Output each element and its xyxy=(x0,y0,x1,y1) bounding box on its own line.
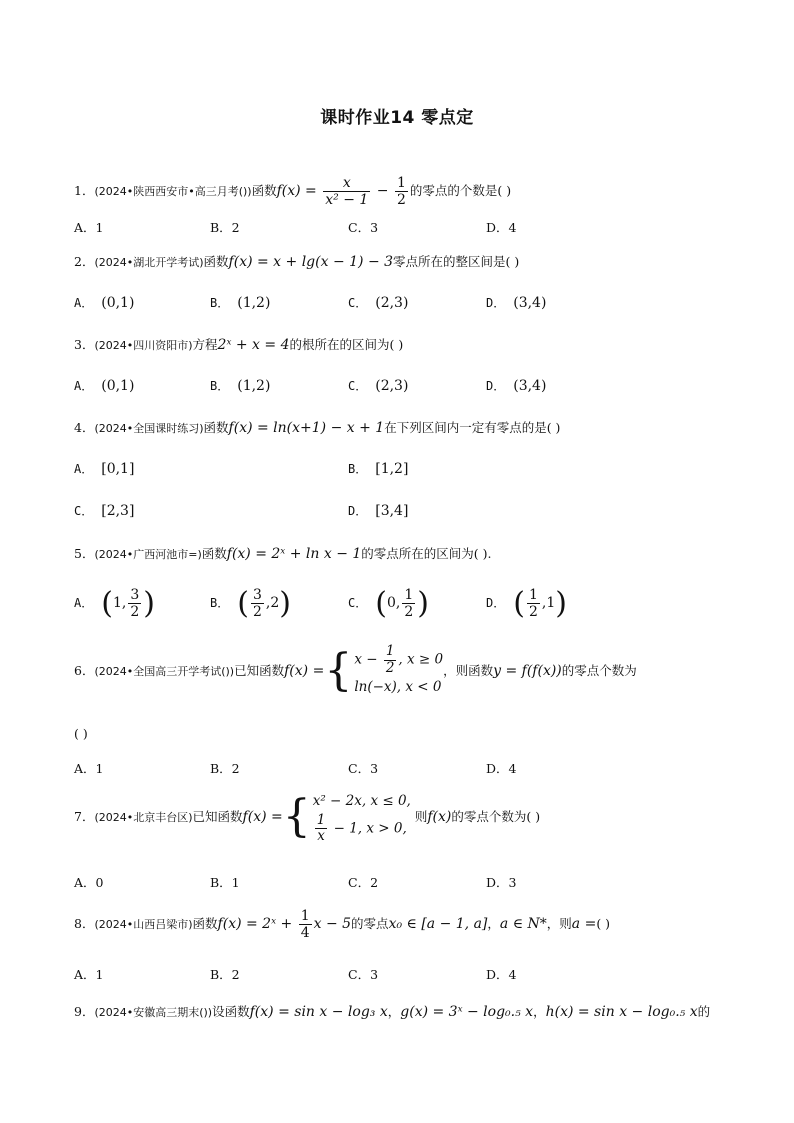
option-label: B． xyxy=(210,296,230,310)
numerator: 3 xyxy=(252,586,262,603)
paren-right: ) xyxy=(279,586,291,621)
question-prefix: 函数 xyxy=(201,546,227,561)
formula: g(x) = 3ˣ − log₀.₅ x xyxy=(400,1004,534,1020)
option-value: ,1 xyxy=(541,595,556,611)
fraction xyxy=(299,908,312,941)
question-number: 6． xyxy=(74,662,95,678)
option-d xyxy=(486,377,546,394)
option-a xyxy=(74,377,134,394)
fraction xyxy=(128,587,141,620)
question-source: (2024•北京丰台区) xyxy=(94,810,193,824)
option-b: B．1 xyxy=(210,875,240,890)
option-value: 1, xyxy=(112,595,127,611)
option-b xyxy=(210,377,270,394)
option-label: C． xyxy=(348,596,368,610)
separator: ， xyxy=(533,1004,546,1019)
question-source: (2024•湖北开学考试) xyxy=(94,256,204,269)
denominator: 4 xyxy=(300,925,310,942)
question-mid: 则 xyxy=(414,808,428,824)
numerator: 1 xyxy=(528,586,538,603)
question-9 xyxy=(74,1002,710,1020)
case-text: − 1, x > 0, xyxy=(329,820,407,837)
formula: x − 5 xyxy=(313,916,352,933)
option-c xyxy=(348,377,408,394)
question-source: (2024•广西河池市=) xyxy=(94,548,202,561)
numerator: 1 xyxy=(404,586,414,603)
option-d: D．4 xyxy=(486,761,517,776)
question-source: (2024•陕西西安市•高三月考()) xyxy=(94,185,252,199)
option-label: C． xyxy=(348,296,368,310)
formula: f(x) = 2ˣ + xyxy=(217,916,297,933)
numerator: 1 xyxy=(300,908,310,924)
option-c: C．3 xyxy=(348,761,379,776)
option-c: C．3 xyxy=(348,220,379,235)
option-d: D．4 xyxy=(486,220,517,235)
option-value: [0,1] xyxy=(101,461,135,477)
option-b xyxy=(348,460,408,477)
question-1 xyxy=(74,175,511,208)
option-label: D． xyxy=(486,296,506,310)
case-text: , x ≥ 0 xyxy=(398,651,444,668)
denominator: 2 xyxy=(130,604,140,620)
option-label: B． xyxy=(210,596,230,610)
formula: f(x) = ln(x+1) − x + 1 xyxy=(228,420,385,436)
brace: { xyxy=(282,791,311,843)
option-c xyxy=(348,294,408,311)
option-c xyxy=(74,502,134,519)
option-d xyxy=(486,586,567,621)
option-d xyxy=(486,294,546,311)
formula: f(x) = xyxy=(242,808,283,825)
question-prefix: 方程 xyxy=(192,337,218,352)
question-suffix: ( ) xyxy=(596,916,611,932)
fraction xyxy=(527,587,540,620)
formula: f(x) xyxy=(427,808,452,825)
option-value: 0, xyxy=(386,595,401,611)
denominator: x² − 1 xyxy=(325,192,369,209)
paren-left: ( xyxy=(237,586,249,621)
option-value: [1,2] xyxy=(375,461,409,477)
option-label: D． xyxy=(486,379,506,393)
question-suffix: 零点所在的整区间是( ) xyxy=(393,254,520,269)
option-a xyxy=(74,294,134,311)
option-label: C． xyxy=(348,379,368,393)
paren-right: ) xyxy=(555,586,567,621)
piecewise-cases xyxy=(313,790,411,845)
option-c xyxy=(348,586,429,621)
option-label: C． xyxy=(74,504,94,518)
formula: 2ˣ + x = 4 xyxy=(217,337,290,353)
formula: a = xyxy=(571,916,597,933)
formula: h(x) = sin x − log₀.₅ x xyxy=(545,1004,698,1020)
option-c: C．2 xyxy=(348,875,379,890)
question-prefix: 已知函数 xyxy=(234,662,285,678)
question-source: (2024•安徽高三期末()) xyxy=(94,1006,213,1019)
case-1 xyxy=(354,644,443,676)
fraction xyxy=(384,644,397,676)
option-b xyxy=(210,294,270,311)
option-value: ,2 xyxy=(265,595,280,611)
fraction xyxy=(315,813,328,845)
option-value: [3,4] xyxy=(375,503,409,519)
question-mid: 的零点 xyxy=(351,916,389,932)
option-a: A．1 xyxy=(74,967,104,982)
option-b xyxy=(210,586,291,621)
option-label: D． xyxy=(348,504,368,518)
option-label: A． xyxy=(74,296,94,310)
case-1: x² − 2x, x ≤ 0, xyxy=(312,793,411,809)
question-suffix: 的根所在的区间为( ) xyxy=(289,337,404,352)
formula: f(x) = xyxy=(284,662,325,679)
question-2 xyxy=(74,252,519,270)
option-b: B．2 xyxy=(210,220,240,235)
numerator: 1 xyxy=(385,643,395,659)
question-suffix: 的零点的个数是( ) xyxy=(409,183,512,199)
question-prefix: 函数 xyxy=(192,916,218,932)
question-number: 5． xyxy=(74,546,95,561)
formula: f(x) = sin x − log₃ x xyxy=(249,1004,388,1020)
option-value: (0,1) xyxy=(101,378,135,394)
formula: a ∈ N* xyxy=(499,916,547,933)
denominator: 2 xyxy=(252,604,262,620)
numerator: 1 xyxy=(316,811,326,828)
paren-left: ( xyxy=(101,586,113,621)
option-label: D． xyxy=(486,596,506,610)
option-value: (1,2) xyxy=(237,378,271,394)
question-number: 2． xyxy=(74,254,95,269)
option-label: A． xyxy=(74,596,94,610)
question-prefix: 已知函数 xyxy=(192,808,243,824)
fraction xyxy=(251,587,264,620)
option-value: (2,3) xyxy=(375,378,409,394)
question-5 xyxy=(74,544,492,562)
question-number: 4． xyxy=(74,420,95,435)
fraction xyxy=(402,587,415,620)
formula: f(x) = x + lg(x − 1) − 3 xyxy=(228,254,394,270)
denominator: 2 xyxy=(528,604,538,620)
option-label: B． xyxy=(348,462,368,476)
denominator: 2 xyxy=(385,659,395,676)
option-c: C．3 xyxy=(348,967,379,982)
denominator: 2 xyxy=(404,604,414,620)
option-a: A．0 xyxy=(74,875,104,890)
brace: { xyxy=(324,645,353,697)
question-number: 9． xyxy=(74,1004,95,1019)
page-title: 课时作业14 零点定 xyxy=(320,108,474,128)
question-mid: ， xyxy=(487,916,500,932)
option-value: (1,2) xyxy=(237,295,271,311)
formula: x₀ ∈ [a − 1, a] xyxy=(388,916,488,933)
question-4 xyxy=(74,418,560,436)
option-value: [2,3] xyxy=(101,503,135,519)
option-value: (0,1) xyxy=(101,295,135,311)
option-a: A．1 xyxy=(74,220,104,235)
option-value: (3,4) xyxy=(513,295,547,311)
question-suffix: 的 xyxy=(697,1004,711,1019)
question-prefix: 函数 xyxy=(203,420,229,435)
case-2 xyxy=(313,813,411,845)
numerator: x xyxy=(323,175,370,192)
option-value: (3,4) xyxy=(513,378,547,394)
question-prefix: 函数 xyxy=(251,183,277,199)
question-3 xyxy=(74,335,403,353)
question-suffix: 的零点个数为( ) xyxy=(451,808,541,824)
paren-left: ( xyxy=(513,586,525,621)
fraction xyxy=(395,175,408,208)
option-a xyxy=(74,460,134,477)
question-suffix: 在下列区间内一定有零点的是( ) xyxy=(384,420,561,435)
numerator: 3 xyxy=(130,586,140,603)
question-prefix: 函数 xyxy=(203,254,229,269)
formula: f(x) = 2ˣ + ln x − 1 xyxy=(226,546,362,562)
option-label: A． xyxy=(74,462,94,476)
numerator: 1 xyxy=(396,175,406,191)
question-source: (2024•全国课时练习) xyxy=(94,422,204,435)
paren-right: ) xyxy=(417,586,429,621)
option-a: A．1 xyxy=(74,761,104,776)
option-label: B． xyxy=(210,379,230,393)
separator: ， xyxy=(387,1004,401,1019)
denominator: 2 xyxy=(396,192,406,209)
case-2: ln(−x), x < 0 xyxy=(354,679,442,696)
question-number: 3． xyxy=(74,337,95,352)
option-label: A． xyxy=(74,379,94,393)
option-d xyxy=(348,502,408,519)
option-d: D．3 xyxy=(486,875,517,890)
denominator: x xyxy=(317,828,325,845)
question-suffix: 的零点所在的区间为( ). xyxy=(361,546,492,561)
question-7 xyxy=(74,790,540,845)
question-6 xyxy=(74,644,637,699)
question-mid: ，则函数 xyxy=(443,662,494,678)
fraction xyxy=(323,175,370,208)
option-value: (2,3) xyxy=(375,295,409,311)
question-8 xyxy=(74,908,610,941)
option-b: B．2 xyxy=(210,967,240,982)
answer-paren: ( ) xyxy=(74,726,88,741)
question-mid: ，则 xyxy=(546,916,572,932)
case-text: x − xyxy=(354,651,382,668)
question-number: 8． xyxy=(74,916,95,932)
paren-right: ) xyxy=(143,586,155,621)
question-number: 1． xyxy=(74,183,95,199)
option-b: B．2 xyxy=(210,761,240,776)
question-number: 7． xyxy=(74,808,95,824)
option-a xyxy=(74,586,155,621)
operator: − xyxy=(372,183,393,200)
question-source: (2024•山西吕梁市) xyxy=(94,918,193,932)
piecewise-cases xyxy=(354,644,443,699)
option-d: D．4 xyxy=(486,967,517,982)
formula: y = f(f(x)) xyxy=(493,662,562,679)
question-prefix: 设函数 xyxy=(212,1004,250,1019)
question-source: (2024•全国高三开学考试()) xyxy=(94,664,235,678)
question-suffix: 的零点个数为 xyxy=(561,662,637,678)
question-source: (2024•四川资阳市) xyxy=(94,339,193,352)
paren-left: ( xyxy=(375,586,387,621)
formula: f(x) = xyxy=(276,183,322,200)
